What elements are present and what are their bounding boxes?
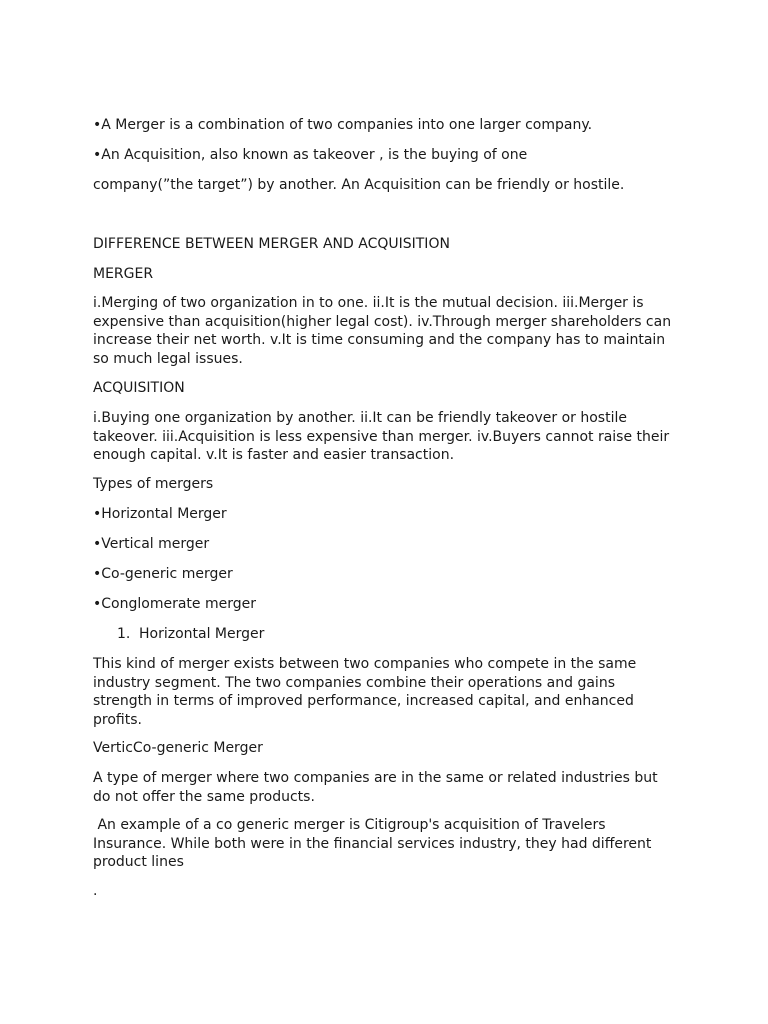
type-item-horizontal: •Horizontal Merger [93, 506, 227, 522]
numbered-item-number: 1. [117, 626, 131, 642]
merger-points: i.Merging of two organization in to one. ii.It is the mutual decision. iii.Merger is expensive than acquisition(higher legal cost). iv.Through merger shareholders can increase their net worth. v.It is time consuming and the company has to maintain so much legal issues. [93, 295, 676, 367]
merger-heading: MERGER [93, 266, 154, 282]
horizontal-description: This kind of merger exists between two companies who compete in the same industry segment. The two companies combine their operations and gains strength in terms of improved performance, increased capital, and enhanced profits. [93, 656, 641, 728]
numbered-item-label: Horizontal Merger [139, 626, 265, 642]
cogeneric-description: A type of merger where two companies are in the same or related industries but do not offer the same products. [93, 770, 663, 805]
types-heading: Types of mergers [93, 476, 214, 492]
type-item-vertical: •Vertical merger [93, 536, 210, 552]
acquisition-definition-line1: •An Acquisition, also known as takeover , is the buying of one [93, 147, 528, 163]
cogeneric-example: An example of a co generic merger is Citigroup's acquisition of Travelers Insurance. While both were in the financial services industry, they had different product lines [93, 817, 656, 870]
cogeneric-heading: VerticCo-generic Merger [93, 740, 263, 756]
difference-heading: DIFFERENCE BETWEEN MERGER AND ACQUISITION [93, 236, 450, 252]
merger-definition: •A Merger is a combination of two companies into one larger company. [93, 117, 593, 133]
trailing-mark: . [93, 883, 98, 899]
type-item-conglomerate: •Conglomerate merger [93, 596, 256, 612]
type-item-cogeneric: •Co-generic merger [93, 566, 233, 582]
acquisition-definition-line2: company(”the target”) by another. An Acquisition can be friendly or hostile. [93, 177, 625, 193]
acquisition-heading: ACQUISITION [93, 380, 185, 396]
numbered-item [117, 625, 264, 644]
acquisition-points: i.Buying one organization by another. ii.It can be friendly takeover or hostile takeover. iii.Acquisition is less expensive than merger. iv.Buyers cannot raise their enough capital. v.It is faster and easier transaction. [93, 410, 674, 463]
